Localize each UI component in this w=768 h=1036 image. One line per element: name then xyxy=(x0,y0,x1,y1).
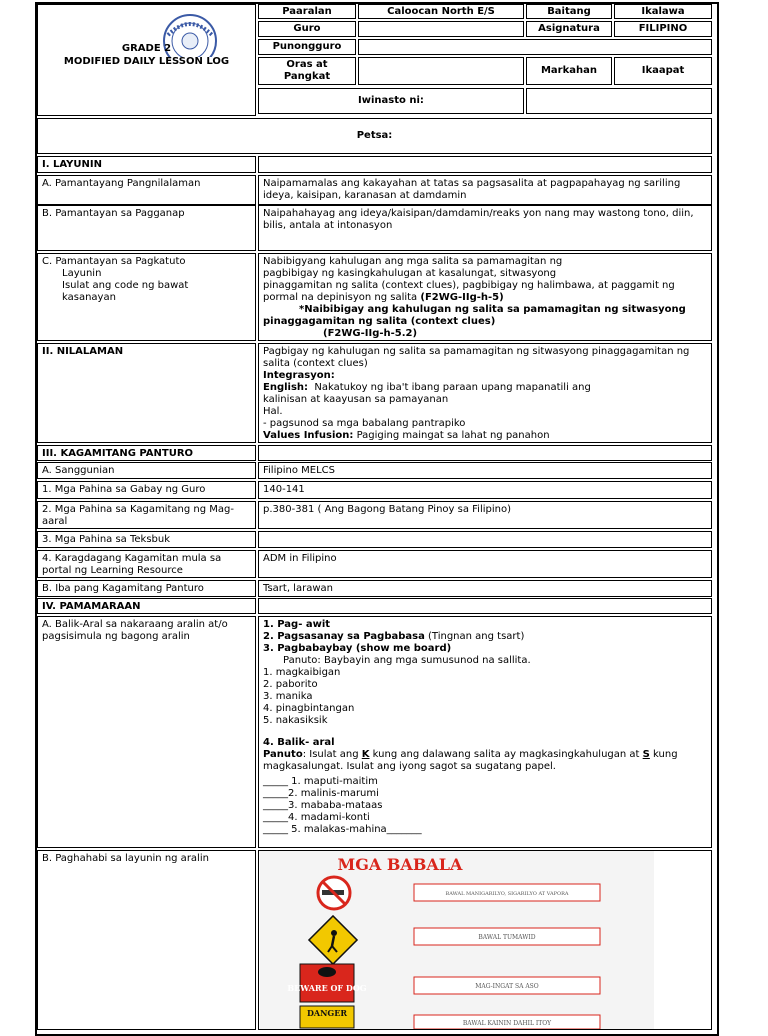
panuto-k: K xyxy=(361,749,370,760)
row-c-label-line: C. Pamantayan sa Pagkatuto xyxy=(42,256,186,267)
sign3-label: BEWARE OF DOG xyxy=(287,983,367,993)
paghahabi-label: B. Paghahabi sa layunin ng aralin xyxy=(37,850,256,1030)
gabay-value: 140-141 xyxy=(258,481,712,499)
petsa-label: Petsa: xyxy=(37,118,712,154)
word-item: 1. magkaibigan xyxy=(263,667,341,678)
paaralan-label: Paaralan xyxy=(258,4,356,19)
pair-item: _____ 1. maputi-maitim xyxy=(263,776,378,787)
asignatura-label: Asignatura xyxy=(526,21,612,37)
caption-text: BAWAL TUMAWID xyxy=(478,934,536,941)
panuto-text: kung xyxy=(649,749,678,760)
word-item: 4. pinagbintangan xyxy=(263,703,355,714)
asignatura-value: FILIPINO xyxy=(614,21,712,37)
activity-item: 2. Pagsasanay sa Pagbabasa xyxy=(263,631,425,642)
learning-resource-label: 4. Karagdagang Kagamitan mula sa portal ng Learning Resource xyxy=(37,550,256,578)
sign4-label: DANGER xyxy=(306,1008,348,1018)
kagamitan-empty-cell xyxy=(258,445,712,461)
baitang-value: Ikalawa xyxy=(614,4,712,19)
integrasyon-label: Integrasyon: xyxy=(263,370,335,381)
paghahabi-value xyxy=(258,850,712,1030)
row-c-bold-objective: *Naibibigay ang kahulugan ng salita sa pamamagitan ng sitwasyong xyxy=(299,304,686,315)
header-title-cell xyxy=(37,4,256,116)
panuto-label: Panuto xyxy=(263,749,303,760)
page-title: MODIFIED DAILY LESSON LOG xyxy=(63,56,230,67)
hal-item: - pagsunod sa mga babalang pantrapiko xyxy=(263,418,466,429)
word-item: 2. paborito xyxy=(263,679,318,690)
word-item: 5. nakasiksik xyxy=(263,715,328,726)
guro-value xyxy=(358,21,524,37)
nilalaman-value xyxy=(258,343,712,443)
activity-item: 4. Balik- aral xyxy=(263,737,335,748)
guro-label: Guro xyxy=(258,21,356,37)
balik-aral-value xyxy=(258,616,712,848)
caption-text: BAWAL MANIGARILYO, SIGARILYO AT VAPORA xyxy=(445,891,569,897)
row-b-value: Naipahahayag ang ideya/kaisipan/damdamin/reaks yon nang may wastong tono, diin, bilis, antala at intonasyon xyxy=(258,205,712,251)
sanggunian-label: A. Sanggunian xyxy=(37,462,256,479)
paaralan-value: Caloocan North E/S xyxy=(358,4,524,19)
panuto-text: Panuto: Baybayin ang mga sumusunod na sallita. xyxy=(283,655,531,666)
sanggunian-value: Filipino MELCS xyxy=(258,462,712,479)
punongguro-label: Punongguro xyxy=(258,39,356,55)
babala-chart-image xyxy=(260,851,654,1029)
row-a-value: Naipamamalas ang kakayahan at tatas sa pagsasalita at pagpapahayag ng sariling ideya, kaisipan, karanasan at damdamin xyxy=(258,175,712,205)
gabay-label: 1. Mga Pahina sa Gabay ng Guro xyxy=(37,481,256,499)
row-c-label-line: Layunin xyxy=(62,268,102,279)
balik-aral-label: A. Balik-Aral sa nakaraang aralin at/o pagsisimula ng bagong aralin xyxy=(37,616,256,848)
oras-value xyxy=(358,57,524,85)
pair-item: _____3. mababa-mataas xyxy=(263,800,383,811)
nilalaman-text: Pagbigay ng kahulugan ng salita sa pamamagitan ng sitwasyong pinaggagamitan ng salita (context clues) xyxy=(263,346,690,369)
hal-label: Hal. xyxy=(263,406,283,417)
row-c-code: (F2WG-IIg-h-5) xyxy=(420,292,504,303)
layunin-empty-cell xyxy=(258,156,712,173)
section-layunin: I. LAYUNIN xyxy=(37,156,256,173)
baitang-label: Baitang xyxy=(526,4,612,19)
pair-item: _____ 5. malakas-mahina_______ xyxy=(263,824,422,835)
panuto-text: magkasalungat. Isulat ang iyong sagot sa sugatang papel. xyxy=(263,761,556,772)
pamamaraan-empty-cell xyxy=(258,598,712,614)
punongguro-value xyxy=(358,39,712,55)
panuto-text: kung ang dalawang salita ay magkasingkahulugan at xyxy=(369,749,643,760)
iwinasto-value xyxy=(526,88,712,114)
row-c-text: pinaggamitan ng salita (context clues), pagbibigay ng halimbawa, at paggamit ng xyxy=(263,280,675,291)
english-value: kalinisan at kaayusan sa pamayanan xyxy=(263,394,449,405)
danger-sign-icon xyxy=(300,1006,354,1028)
row-c-label-line: kasanayan xyxy=(62,292,116,303)
section-pamamaraan: IV. PAMAMARAAN xyxy=(37,598,256,614)
caption-text: BAWAL KAININ DAHIL ITOY xyxy=(462,1020,552,1027)
iba-pang-kagamitan-value: Tsart, larawan xyxy=(258,580,712,597)
no-smoking-sign-icon xyxy=(318,877,350,909)
english-value: Nakatukoy ng iba't ibang paraan upang mapanatili ang xyxy=(314,382,591,393)
panuto-text: : Isulat ang xyxy=(302,749,362,760)
kagamitang-mag-aaral-label: 2. Mga Pahina sa Kagamitang ng Mag-aaral xyxy=(37,501,256,529)
pair-item: _____4. madami-konti xyxy=(263,812,370,823)
learning-resource-value: ADM in Filipino xyxy=(258,550,712,578)
iba-pang-kagamitan-label: B. Iba pang Kagamitang Panturo xyxy=(37,580,256,597)
teksbuk-label: 3. Mga Pahina sa Teksbuk xyxy=(37,531,256,548)
row-a-label: A. Pamantayang Pangnilalaman xyxy=(37,175,256,205)
oras-label: Oras at Pangkat xyxy=(258,57,356,85)
babala-caption xyxy=(414,884,600,901)
row-c-label xyxy=(37,253,256,341)
english-label: English: xyxy=(263,382,309,393)
grade-label: GRADE 2 xyxy=(121,43,172,54)
values-label: Values Infusion: xyxy=(263,430,354,441)
row-c-code: (F2WG-IIg-h-5.2) xyxy=(323,328,418,339)
activity-note: (Tingnan ang tsart) xyxy=(428,631,525,642)
activity-item: 3. Pagbabaybay (show me board) xyxy=(263,643,452,654)
pair-item: _____2. malinis-marumi xyxy=(263,788,379,799)
section-kagamitan: III. KAGAMITANG PANTURO xyxy=(37,445,256,461)
caption-text: MAG-INGAT SA ASO xyxy=(475,983,539,990)
word-item: 3. manika xyxy=(263,691,313,702)
row-c-bold-objective: pinaggagamitan ng salita (context clues) xyxy=(263,316,496,327)
teksbuk-value xyxy=(258,531,712,548)
values-value: Pagiging maingat sa lahat ng panahon xyxy=(356,430,550,441)
markahan-label: Markahan xyxy=(526,57,612,85)
section-nilalaman: II. NILALAMAN xyxy=(37,343,256,443)
row-c-text: pormal na depinisyon ng salita xyxy=(263,292,418,303)
row-c-text: Nabibigyang kahulugan ang mga salita sa pamamagitan ng xyxy=(263,256,563,267)
activity-item: 1. Pag- awit xyxy=(263,619,331,630)
babala-caption xyxy=(414,928,600,945)
markahan-value: Ikaapat xyxy=(614,57,712,85)
babala-caption xyxy=(414,977,600,994)
row-c-text: pagbibigay ng kasingkahulugan at kasalungat, sitwasyong xyxy=(263,268,557,279)
babala-caption xyxy=(414,1015,600,1029)
panuto-s: S xyxy=(642,749,650,760)
row-b-label: B. Pamantayan sa Pagganap xyxy=(37,205,256,251)
kagamitang-mag-aaral-value: p.380-381 ( Ang Bagong Batang Pinoy sa Filipino) xyxy=(258,501,712,529)
iwinasto-label: Iwinasto ni: xyxy=(258,88,524,114)
babala-title: MGA BABALA xyxy=(337,855,463,874)
row-c-value xyxy=(258,253,712,341)
row-c-label-line: Isulat ang code ng bawat xyxy=(62,280,189,291)
